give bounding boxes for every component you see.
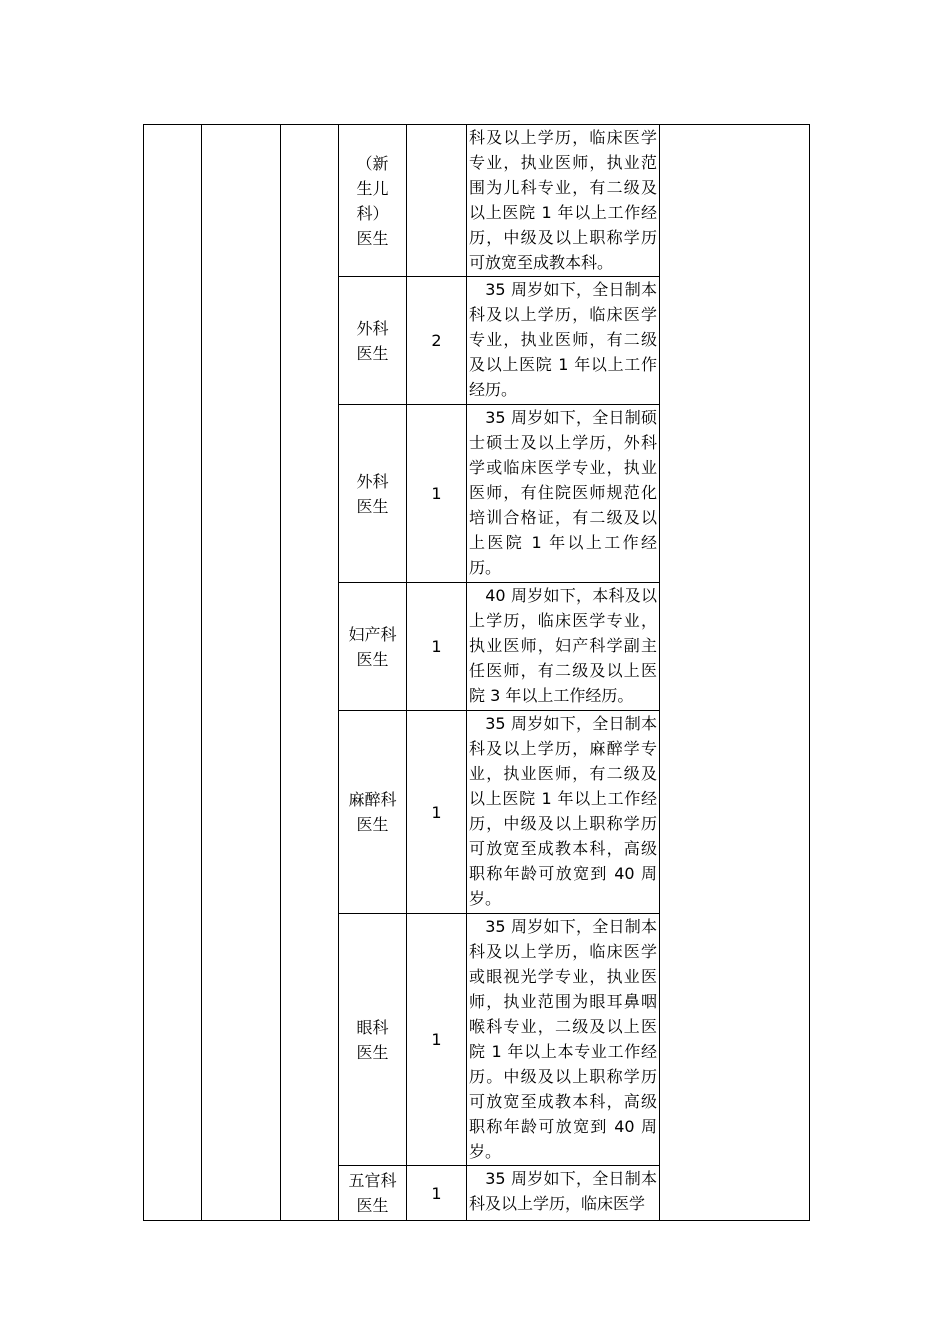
requirement-cell	[467, 711, 660, 914]
count-cell: 1	[407, 914, 467, 1166]
requirement-cell	[467, 125, 660, 277]
count-cell: 1	[407, 711, 467, 914]
count-cell	[407, 125, 467, 277]
requirement-cell	[467, 1166, 660, 1221]
requirement-cell	[467, 277, 660, 405]
count-cell: 1	[407, 1166, 467, 1221]
unit-column-cell	[144, 125, 202, 1221]
department-column-cell	[202, 125, 281, 1221]
post-name: （新生儿科）医生	[356, 153, 389, 248]
post-name-cell	[339, 914, 407, 1166]
recruitment-table	[143, 124, 810, 1221]
post-name: 麻醉科医生	[348, 790, 397, 834]
requirement-text: 35 周岁如下，全日制本科及以上学历，临床医学专业，执业医师，有二级及以上医院 1 年以上工作经历。	[469, 280, 657, 399]
requirement-text: 35 周岁如下，全日制本科及以上学历，临床医学或眼视光学专业，执业医师，执业范围为眼耳鼻咽喉科专业，二级及以上医院 1 年以上本专业工作经历。中级及以上职称学历可放宽至成教本科，高级职称年龄可放宽到 40 周岁。	[469, 917, 657, 1161]
requirement-cell	[467, 405, 660, 583]
post-name-cell	[339, 583, 407, 711]
remarks-column-cell	[660, 125, 810, 1221]
requirement-text: 35 周岁如下，全日制本科及以上学历，麻醉学专业，执业医师，有二级及以上医院 1 年以上工作经历，中级及以上职称学历可放宽至成教本科，高级职称年龄可放宽到 40 周岁。	[469, 714, 657, 908]
requirement-text: 35 周岁如下，全日制硕士硕士及以上学历，外科学或临床医学专业，执业医师，有住院医师规范化培训合格证，有二级及以上医院 1 年以上工作经历。	[469, 408, 657, 577]
requirement-cell	[467, 583, 660, 711]
post-name: 外科医生	[356, 318, 389, 363]
post-name-cell	[339, 1166, 407, 1221]
post-name: 眼科医生	[356, 1017, 389, 1062]
post-name-cell	[339, 711, 407, 914]
post-name-cell	[339, 125, 407, 277]
table-row	[144, 125, 810, 277]
post-name: 五官科医生	[348, 1171, 397, 1215]
post-type-column-cell	[281, 125, 339, 1221]
post-name-cell	[339, 405, 407, 583]
requirement-text: 科及以上学历，临床医学专业，执业医师，执业范围为儿科专业，有二级及以上医院 1 年以上工作经历，中级及以上职称学历可放宽至成教本科。	[469, 128, 657, 272]
post-name-cell	[339, 277, 407, 405]
count-cell: 1	[407, 405, 467, 583]
count-cell: 2	[407, 277, 467, 405]
requirement-text: 35 周岁如下，全日制本科及以上学历，临床医学	[469, 1169, 657, 1213]
requirement-text: 40 周岁如下，本科及以上学历，临床医学专业，执业医师，妇产科学副主任医师，有二级及以上医院 3 年以上工作经历。	[469, 586, 657, 705]
post-name: 外科医生	[356, 471, 389, 516]
count-cell: 1	[407, 583, 467, 711]
post-name: 妇产科医生	[348, 624, 397, 669]
requirement-cell	[467, 914, 660, 1166]
